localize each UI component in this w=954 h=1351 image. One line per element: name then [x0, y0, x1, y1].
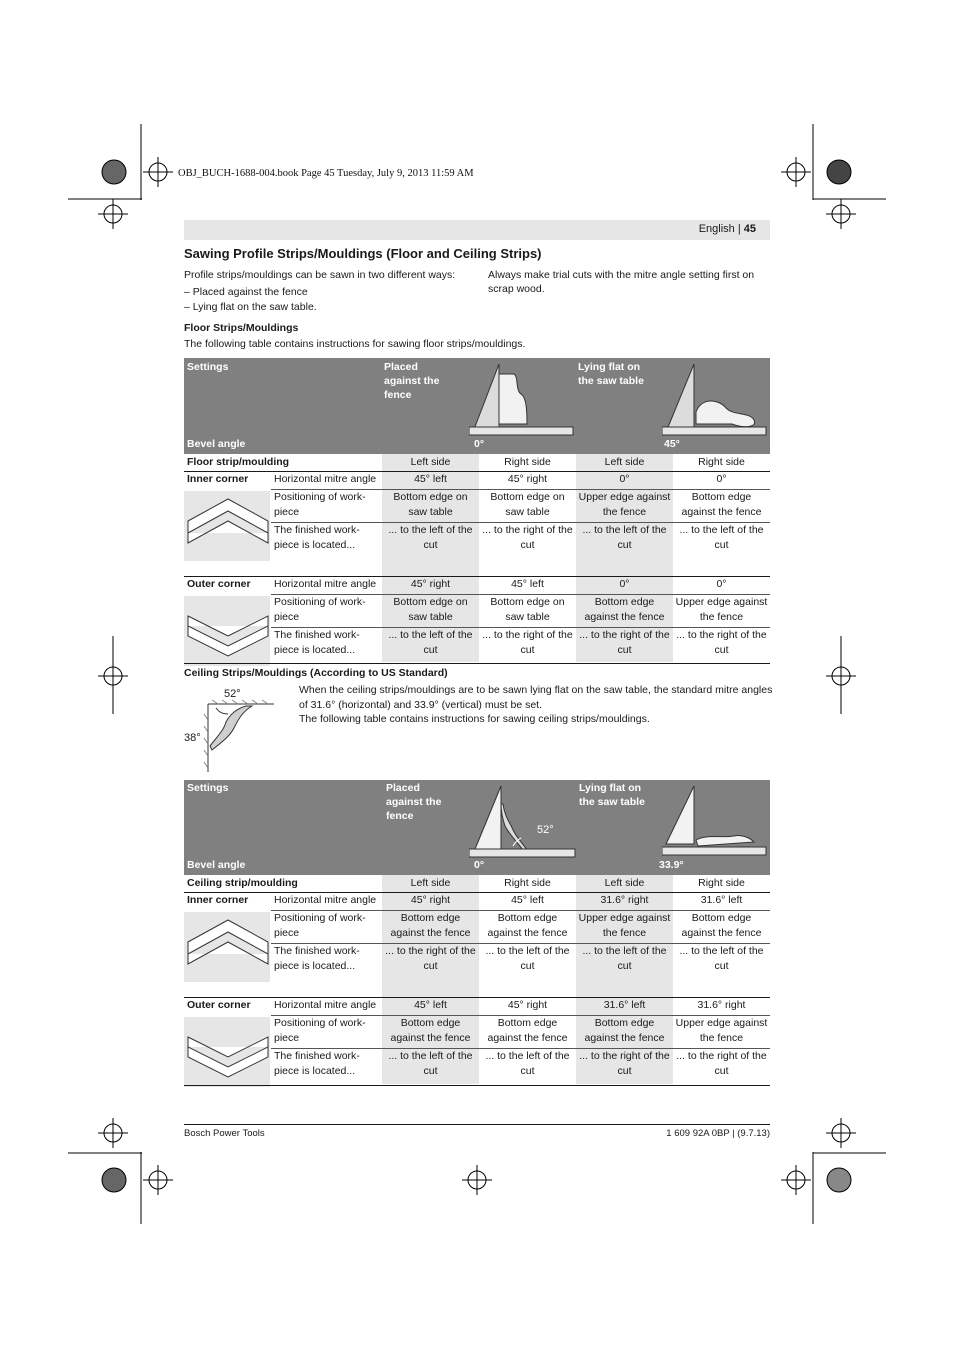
inner-row-0-val-0: 45° left — [414, 473, 447, 485]
col-header-3: Right side — [698, 456, 745, 468]
inner-row-1-name: Positioning of work- — [274, 491, 366, 503]
inner-row-2-val-2: cut — [617, 538, 632, 551]
inner-row-2-val-3: ... to the left of the — [679, 524, 764, 536]
lying-label-2: the saw table — [578, 375, 644, 387]
outer-row-1-val-1: Bottom edge — [497, 1017, 558, 1029]
placed-label-1: Placed — [384, 361, 418, 373]
inner-row-1-val-0: Bottom edge — [400, 912, 461, 924]
outer-row-1-name: piece — [274, 610, 300, 623]
col-header-0: Left side — [410, 877, 451, 889]
inner-row-0-val-0: 45° right — [410, 894, 451, 906]
outer-row-2-val-0: ... to the left of the — [388, 1050, 473, 1062]
placed-label-3: fence — [386, 810, 414, 822]
outer-corner-label: Outer corner — [187, 578, 251, 590]
inner-row-2-name: The finished work- — [274, 524, 360, 536]
col-header-2: Left side — [604, 456, 645, 468]
inner-row-0-val-1: 45° left — [511, 894, 544, 906]
inner-row-2-val-1: cut — [520, 959, 535, 972]
outer-row-1-val-2: against the fence — [584, 1031, 665, 1044]
angle-33-9: 33.9° — [659, 859, 684, 871]
outer-row-0-name: Horizontal mitre angle — [274, 578, 377, 590]
inner-row-1-val-3: Bottom edge — [691, 912, 752, 924]
ceiling-desc-2: of 31.6° (horizontal) and 33.9° (vertical) must be set. — [299, 699, 543, 711]
outer-row-0-val-2: 31.6° left — [603, 999, 646, 1011]
outer-row-1-val-0: saw table — [408, 610, 453, 623]
placed-label-1: Placed — [386, 782, 420, 794]
bevel-label: Bevel angle — [187, 859, 246, 871]
footer-right: 1 609 92A 0BP | (9.7.13) — [666, 1128, 770, 1139]
outer-corner-figure — [184, 596, 270, 666]
outer-row-1-val-0: against the fence — [390, 1031, 471, 1044]
outer-row-2-val-3: cut — [714, 643, 729, 656]
outer-row-1-val-2: against the fence — [584, 610, 665, 623]
outer-row-0-val-0: 45° left — [414, 999, 447, 1011]
outer-row-2-val-1: cut — [520, 643, 535, 656]
ceiling-table — [184, 780, 770, 1086]
inner-row-2-val-2: ... to the left of the — [582, 945, 667, 957]
inner-row-2-val-2: cut — [617, 959, 632, 972]
fence-profile-figure — [469, 362, 575, 438]
outer-row-1-name: Positioning of work- — [274, 596, 366, 608]
inner-row-2-val-1: ... to the left of the — [485, 945, 570, 957]
inner-row-1-val-3: Bottom edge — [691, 491, 752, 503]
inner-row-0-val-2: 31.6° right — [600, 894, 649, 906]
ceiling-desc-1: When the ceiling strips/mouldings are to be sawn lying flat on the saw table, the standard mitre angles — [299, 684, 773, 696]
inner-row-2-val-3: ... to the left of the — [679, 945, 764, 957]
outer-row-2-val-2: ... to the right of the — [579, 629, 670, 641]
outer-row-1-val-0: Bottom edge on — [393, 596, 468, 608]
inner-row-2-val-2: ... to the left of the — [582, 524, 667, 536]
crop-info: OBJ_BUCH-1688-004.book Page 45 Tuesday, July 9, 2013 11:59 AM — [178, 168, 474, 179]
fig-52: 52° — [224, 688, 241, 700]
outer-row-1-name: Positioning of work- — [274, 1017, 366, 1029]
inner-row-2-val-1: ... to the right of the — [482, 524, 573, 536]
outer-row-1-val-1: against the fence — [487, 1031, 568, 1044]
outer-row-2-name: The finished work- — [274, 1050, 360, 1062]
outer-row-1-val-2: Bottom edge — [594, 596, 655, 608]
outer-row-2-name: piece is located... — [274, 1064, 356, 1077]
inner-row-0-name: Horizontal mitre angle — [274, 473, 377, 485]
inner-row-2-val-0: ... to the right of the — [385, 945, 476, 957]
outer-corner-figure — [184, 1017, 270, 1087]
inner-row-0-val-3: 31.6° left — [700, 894, 743, 906]
inner-corner-figure — [184, 491, 270, 561]
angle-0: 0° — [474, 859, 485, 871]
col-header-2: Left side — [604, 877, 645, 889]
angle-0: 0° — [474, 438, 485, 450]
outer-row-1-val-3: Upper edge against — [675, 596, 768, 608]
outer-row-0-name: Horizontal mitre angle — [274, 999, 377, 1011]
intro-left-3: – Lying flat on the saw table. — [184, 301, 317, 313]
col-header-0: Left side — [410, 456, 451, 468]
inner-row-1-val-1: Bottom edge on — [490, 491, 565, 503]
table-bottom-rule — [184, 663, 770, 664]
fence-ceiling-figure — [469, 784, 577, 860]
inner-row-0-val-1: 45° right — [507, 473, 548, 485]
inner-row-2-name: The finished work- — [274, 945, 360, 957]
outer-row-1-val-1: saw table — [505, 610, 550, 623]
bevel-label: Bevel angle — [187, 438, 246, 450]
header-lang: English | — [698, 223, 741, 235]
inner-row-1-val-0: against the fence — [390, 926, 471, 939]
floor-desc: The following table contains instructions for sawing floor strips/mouldings. — [184, 338, 526, 350]
inner-row-1-val-1: Bottom edge — [497, 912, 558, 924]
ceiling-heading: Ceiling Strips/Mouldings (According to US Standard) — [184, 667, 448, 679]
strip-label: Ceiling strip/moulding — [187, 877, 298, 889]
inner-corner-label: Inner corner — [187, 894, 249, 906]
fig-38: 38° — [184, 732, 201, 744]
inner-corner-label: Inner corner — [187, 473, 249, 485]
inner-row-0-val-2: 0° — [619, 473, 630, 485]
intro-left-2: – Placed against the fence — [184, 286, 308, 298]
lying-label-2: the saw table — [579, 796, 645, 808]
angle-45: 45° — [664, 438, 680, 450]
inner-row-1-val-0: Bottom edge on — [393, 491, 468, 503]
outer-row-0-val-1: 45° left — [511, 578, 544, 590]
outer-row-2-val-2: ... to the right of the — [579, 1050, 670, 1062]
inner-row-1-val-0: saw table — [408, 505, 453, 518]
outer-row-2-val-0: cut — [423, 1064, 438, 1077]
footer-left: Bosch Power Tools — [184, 1128, 265, 1139]
inner-row-0-name: Horizontal mitre angle — [274, 894, 377, 906]
outer-row-2-val-2: cut — [617, 643, 632, 656]
outer-row-2-val-0: cut — [423, 643, 438, 656]
section-title: Sawing Profile Strips/Mouldings (Floor and Ceiling Strips) — [184, 246, 542, 261]
floor-table — [184, 358, 770, 664]
settings-label: Settings — [187, 361, 229, 373]
inner-row-0-val-3: 0° — [716, 473, 727, 485]
inner-row-1-name: piece — [274, 926, 300, 939]
inner-row-1-val-3: against the fence — [681, 926, 762, 939]
flat-ceiling-figure — [662, 784, 768, 860]
floor-heading: Floor Strips/Mouldings — [184, 322, 299, 334]
flat-profile-figure — [662, 362, 768, 438]
inner-row-1-name: piece — [274, 505, 300, 518]
inner-row-1-val-2: the fence — [602, 926, 647, 939]
settings-label: Settings — [187, 782, 229, 794]
lying-label-1: Lying flat on — [578, 361, 641, 373]
outer-row-1-val-1: Bottom edge on — [490, 596, 565, 608]
placed-label-2: against the — [386, 796, 442, 808]
outer-row-0-val-1: 45° right — [507, 999, 548, 1011]
outer-row-1-val-0: Bottom edge — [400, 1017, 461, 1029]
col-header-1: Right side — [504, 877, 551, 889]
col-header-3: Right side — [698, 877, 745, 889]
outer-row-1-name: piece — [274, 1031, 300, 1044]
outer-row-0-val-3: 31.6° right — [697, 999, 746, 1011]
page-number: 45 — [743, 223, 756, 235]
outer-row-2-val-3: ... to the right of the — [676, 1050, 767, 1062]
strip-label: Floor strip/moulding — [187, 456, 290, 468]
outer-row-2-val-3: cut — [714, 1064, 729, 1077]
inner-row-2-name: piece is located... — [274, 959, 356, 972]
inner-row-2-val-3: cut — [714, 959, 729, 972]
outer-row-2-val-1: ... to the right of the — [482, 629, 573, 641]
intro-right-1: Always make trial cuts with the mitre angle setting first on — [488, 269, 755, 281]
placed-label-2: against the — [384, 375, 440, 387]
inner-row-1-val-2: the fence — [602, 505, 647, 518]
outer-row-1-val-3: the fence — [699, 1031, 744, 1044]
outer-row-0-val-0: 45° right — [410, 578, 451, 590]
page-header — [184, 220, 770, 240]
ceiling-desc-3: The following table contains instructions for sawing ceiling strips/mouldings. — [299, 713, 650, 725]
inner-row-2-val-0: cut — [423, 538, 438, 551]
inner-row-2-val-3: cut — [714, 538, 729, 551]
outer-row-2-val-3: ... to the right of the — [676, 629, 767, 641]
outer-row-0-val-2: 0° — [619, 578, 630, 590]
outer-row-2-val-1: cut — [520, 1064, 535, 1077]
placed-label-3: fence — [384, 389, 412, 401]
outer-corner-label: Outer corner — [187, 999, 251, 1011]
table-bottom-rule — [184, 1085, 770, 1086]
col-header-1: Right side — [504, 456, 551, 468]
outer-row-2-val-0: ... to the left of the — [388, 629, 473, 641]
lying-label-1: Lying flat on — [579, 782, 642, 794]
outer-row-2-name: The finished work- — [274, 629, 360, 641]
outer-row-0-val-3: 0° — [716, 578, 727, 590]
outer-row-2-val-1: ... to the left of the — [485, 1050, 570, 1062]
outer-row-1-val-3: the fence — [699, 610, 744, 623]
inner-row-2-val-0: cut — [423, 959, 438, 972]
inner-row-2-val-1: cut — [520, 538, 535, 551]
inner-row-1-val-2: Upper edge against — [578, 491, 671, 503]
page-footer — [184, 1124, 770, 1139]
inner-corner-figure — [184, 912, 270, 982]
outer-row-2-val-2: cut — [617, 1064, 632, 1077]
fig-angle: 52° — [537, 824, 554, 836]
outer-row-2-name: piece is located... — [274, 643, 356, 656]
floor-table-header — [184, 358, 770, 454]
inner-row-2-name: piece is located... — [274, 538, 356, 551]
inner-row-1-val-2: Upper edge against — [578, 912, 671, 924]
intro-left-1: Profile strips/mouldings can be sawn in two different ways: — [184, 269, 456, 281]
inner-row-2-val-0: ... to the left of the — [388, 524, 473, 536]
inner-row-1-val-3: against the fence — [681, 505, 762, 518]
inner-row-1-val-1: saw table — [505, 505, 550, 518]
outer-row-1-val-3: Upper edge against — [675, 1017, 768, 1029]
inner-row-1-val-1: against the fence — [487, 926, 568, 939]
intro-right-2: scrap wood. — [488, 283, 545, 295]
outer-row-1-val-2: Bottom edge — [594, 1017, 655, 1029]
ceiling-table-header — [184, 780, 770, 875]
inner-row-1-name: Positioning of work- — [274, 912, 366, 924]
